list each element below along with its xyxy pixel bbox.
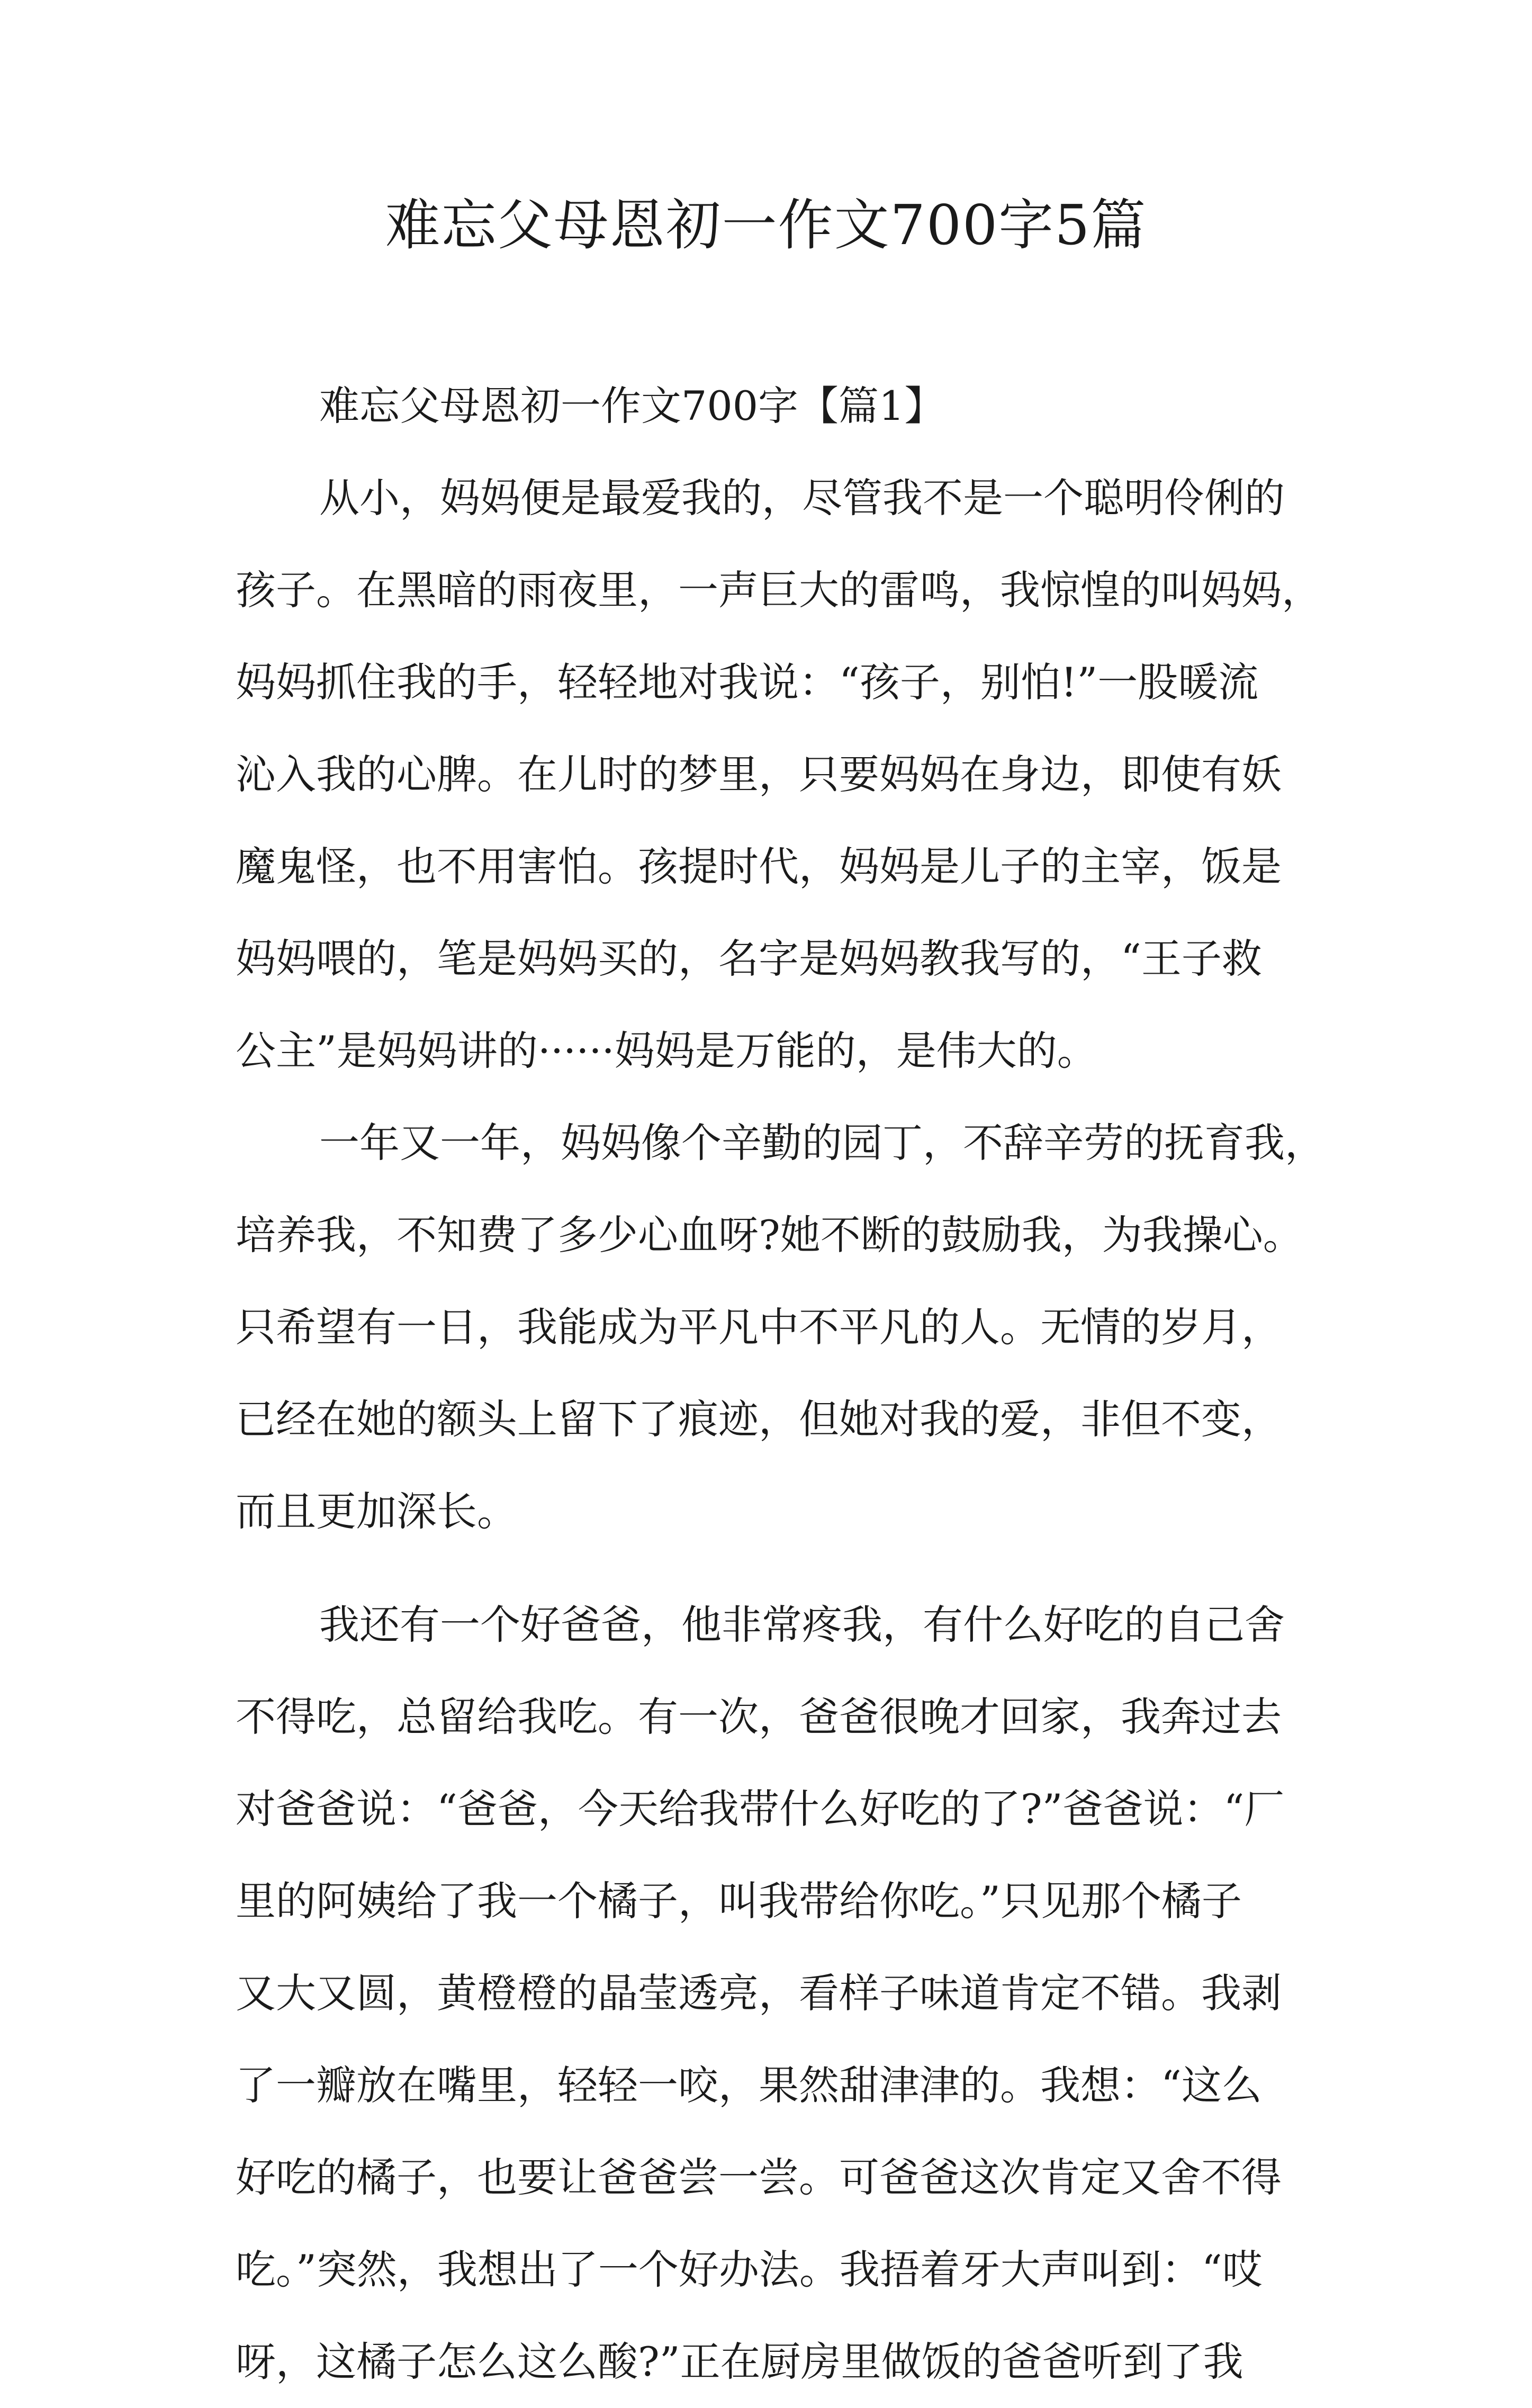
paragraph-line: 里的阿姨给了我一个橘子，叫我带给你吃。”只见那个橘子: [236, 1877, 1242, 1925]
section-heading: 难忘父母恩初一作文700字【篇1】: [319, 382, 945, 429]
paragraph: [236, 1097, 1325, 1558]
paragraph-line: 吃。”突然，我想出了一个好办法。我捂着牙大声叫到：“哎: [236, 2246, 1263, 2293]
paragraph-line: 好吃的橘子，也要让爸爸尝一尝。可爸爸这次肯定又舍不得: [236, 2154, 1282, 2201]
paragraph-line: 孩子。在黑暗的雨夜里，一声巨大的雷鸣，我惊惶的叫妈妈，: [236, 567, 1322, 614]
paragraph-line: 从小，妈妈便是最爱我的，尽管我不是一个聪明伶俐的: [319, 474, 1285, 522]
paragraph-line: 一年又一年，妈妈像个辛勤的园丁，不辞辛劳的抚育我，: [319, 1119, 1325, 1166]
paragraph-line: 已经在她的额头上留下了痕迹，但她对我的爱，非但不变，: [236, 1396, 1282, 1443]
paragraph-line: 对爸爸说：“爸爸，今天给我带什么好吃的了?”爸爸说：“厂: [236, 1785, 1285, 1832]
paragraph-line: 而且更加深长。: [236, 1488, 517, 1535]
paragraph-line: 不得吃，总留给我吃。有一次，爸爸很晚才回家，我奔过去: [236, 1693, 1282, 1740]
paragraph-line: 公主”是妈妈讲的······妈妈是万能的，是伟大的。: [236, 1027, 1097, 1074]
paragraph-line: 只希望有一日，我能成为平凡中不平凡的人。无情的岁月，: [236, 1304, 1282, 1351]
paragraph-line: 妈妈抓住我的手，轻轻地对我说：“孩子，别怕!”一股暖流: [236, 659, 1259, 706]
paragraph-line: 魔鬼怪，也不用害怕。孩提时代，妈妈是儿子的主宰，饭是: [236, 843, 1282, 890]
paragraph-line: 呀，这橘子怎么这么酸?”正在厨房里做饭的爸爸听到了我: [236, 2338, 1243, 2385]
paragraph-line: 妈妈喂的，笔是妈妈买的，名字是妈妈教我写的，“王子救: [236, 935, 1262, 982]
document-body: [236, 360, 1325, 2408]
paragraph-line: 了一瓣放在嘴里，轻轻一咬，果然甜津津的。我想：“这么: [236, 2062, 1262, 2109]
paragraph: [236, 1579, 1315, 2408]
paragraph-line: 沁入我的心脾。在儿时的梦里，只要妈妈在身边，即使有妖: [236, 751, 1282, 798]
paragraph-line: 我还有一个好爸爸，他非常疼我，有什么好吃的自己舍: [319, 1601, 1285, 1648]
paragraph-line: 又大又圆，黄橙橙的晶莹透亮，看样子味道肯定不错。我剥: [236, 1970, 1282, 2017]
paragraph: [236, 452, 1322, 1097]
paragraph-line: 培养我，不知费了多少心血呀?她不断的鼓励我，为我操心。: [236, 1211, 1303, 1259]
document-title: 难忘父母恩初一作文700字5篇: [385, 193, 1147, 257]
paragraph-spacer: [236, 1558, 1315, 1579]
